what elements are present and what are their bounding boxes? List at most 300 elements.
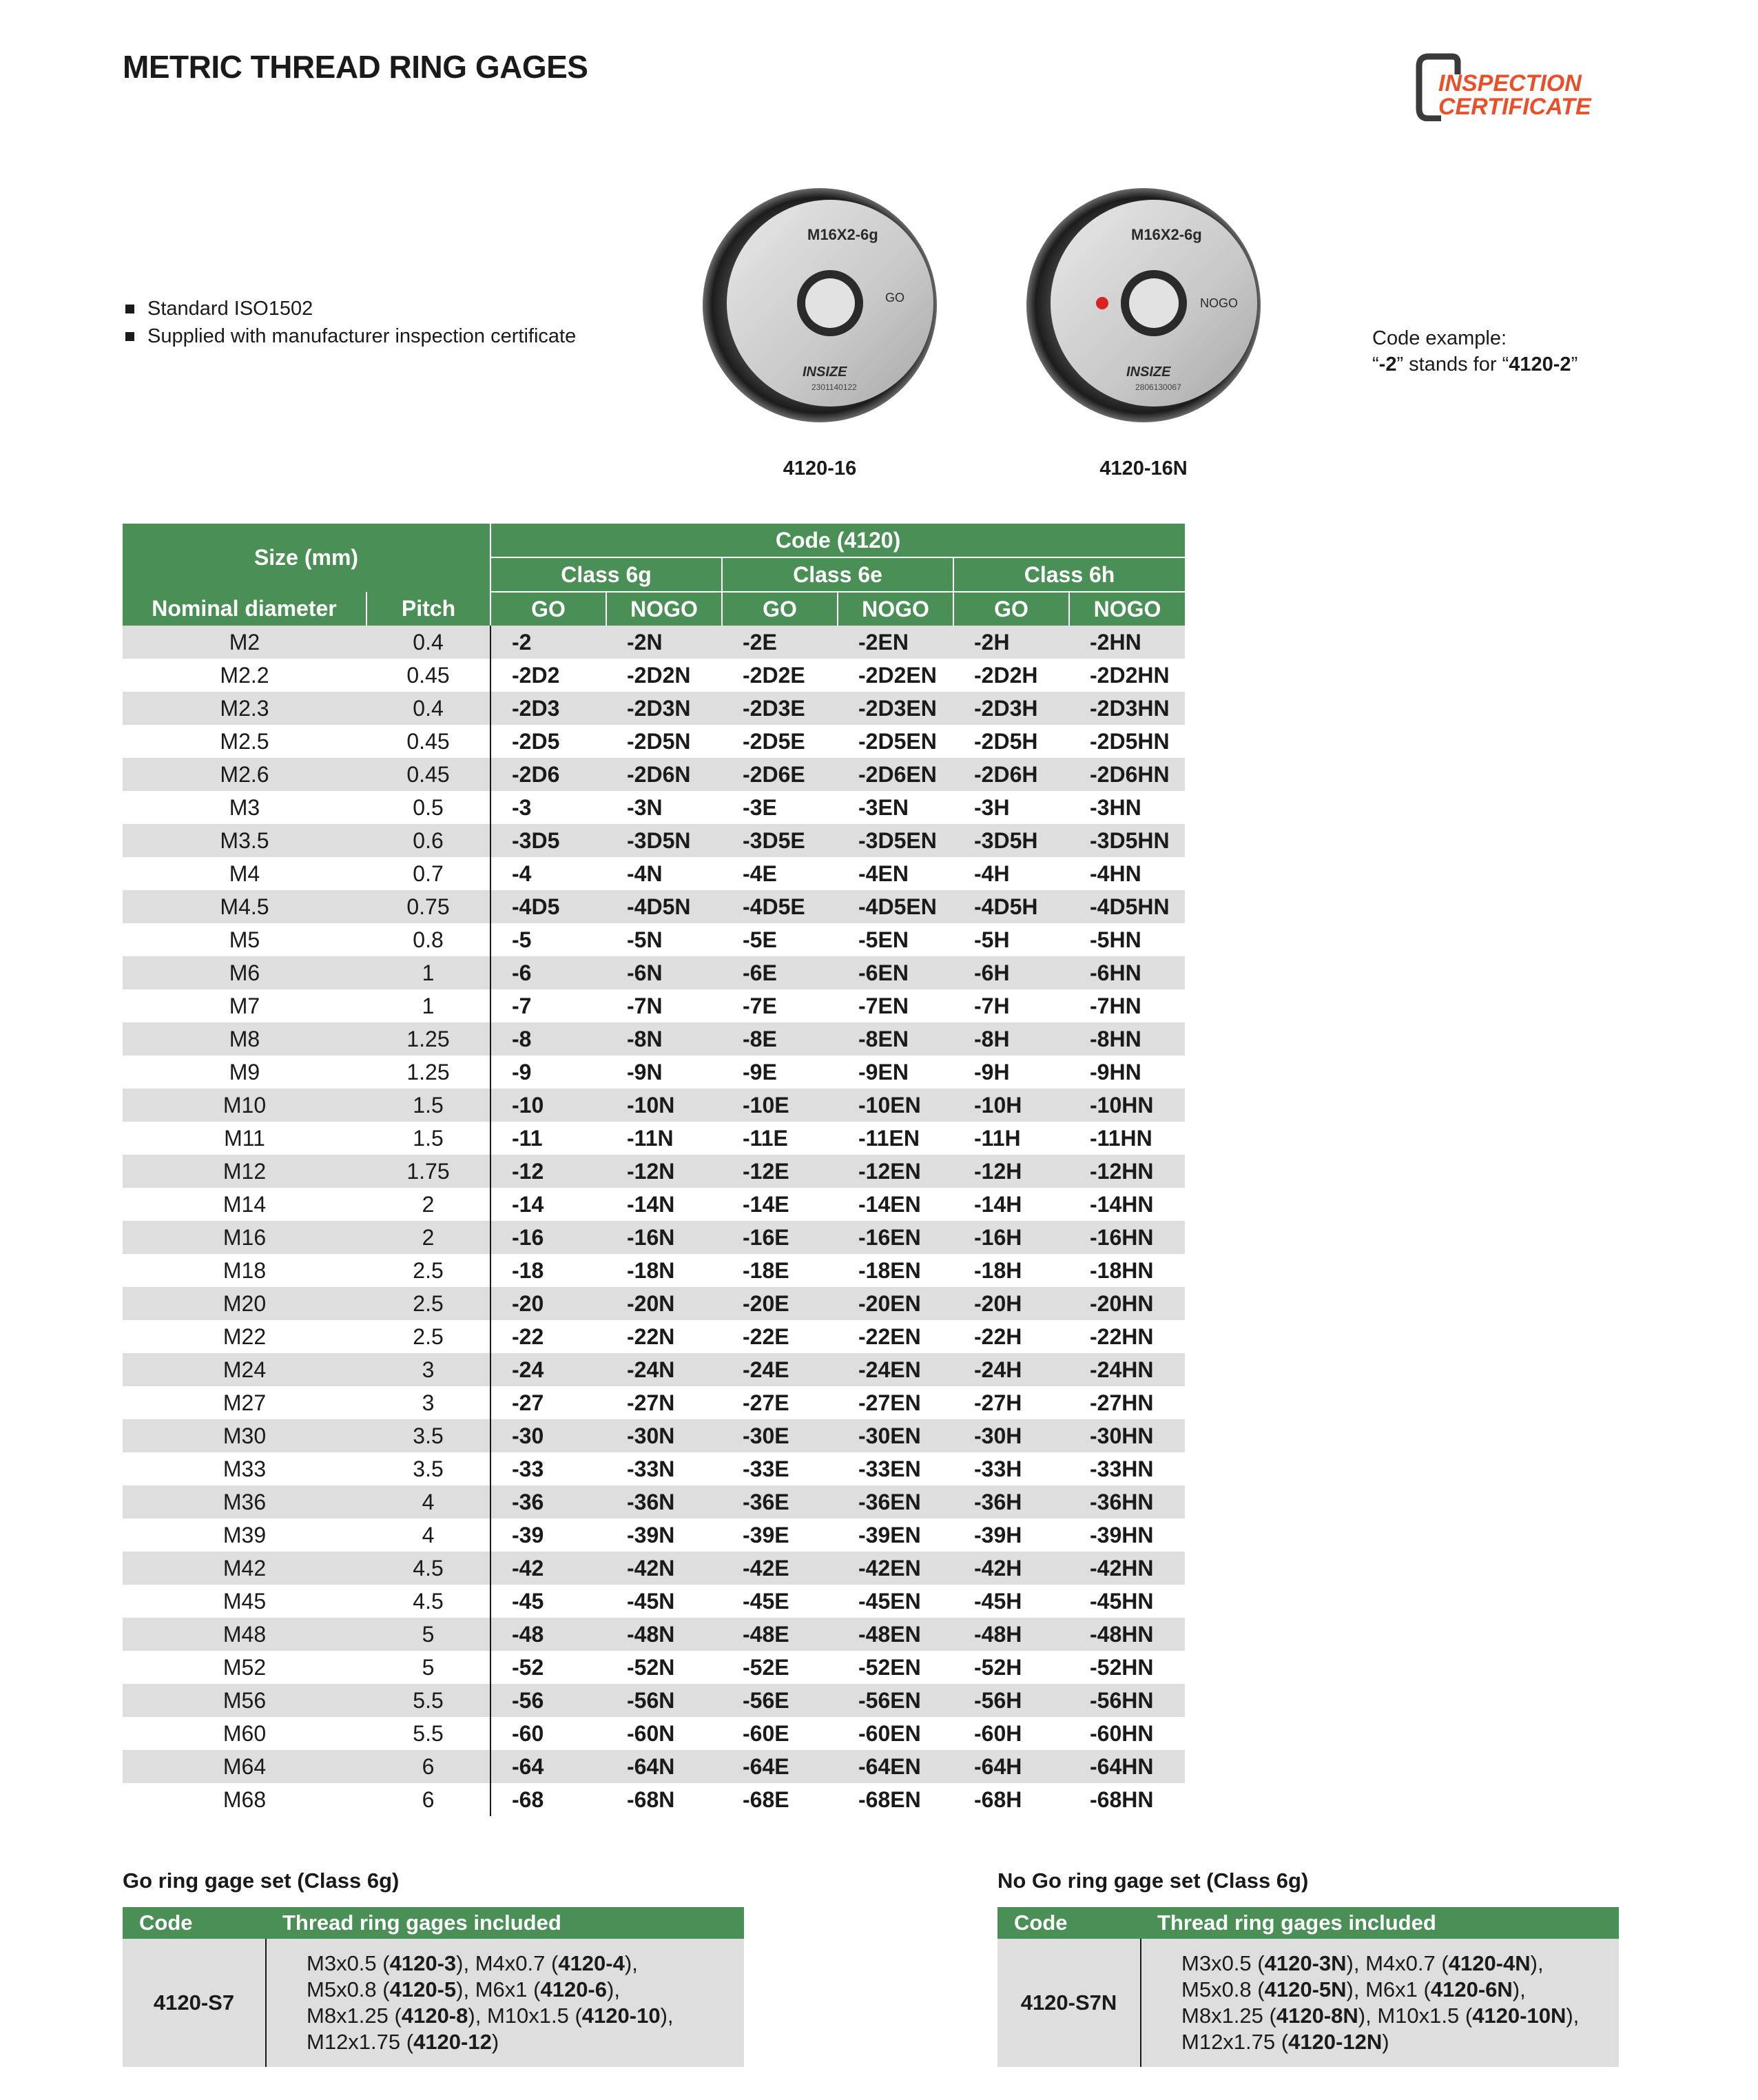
set-item-code: 4120-3 — [389, 1951, 457, 1975]
pitch-cell: 6 — [366, 1750, 490, 1783]
set-included-list — [1141, 1939, 1619, 2067]
go-code-cell: -48E — [722, 1618, 838, 1651]
set-code: 4120-S7N — [997, 1939, 1141, 2067]
set-code-header: Code — [997, 1907, 1141, 1939]
go-code-cell: -5H — [953, 923, 1069, 956]
ring-side-label: NOGO — [1200, 296, 1239, 310]
go-set-title: Go ring gage set (Class 6g) — [123, 1869, 400, 1893]
set-included-line: M3x0.5 (4120-3N), M4x0.7 (4120-4N), — [1181, 1951, 1544, 1975]
table-row — [123, 1783, 1185, 1816]
nogo-red-dot — [1096, 297, 1108, 309]
pitch-cell: 5 — [366, 1651, 490, 1684]
go-code-cell: -14H — [953, 1188, 1069, 1221]
size-header: Size (mm) — [123, 524, 490, 592]
ring-brand: INSIZE — [803, 364, 847, 380]
table-row — [123, 1684, 1185, 1717]
go-code-cell: -20 — [490, 1287, 606, 1320]
nogo-code-cell: -48N — [606, 1618, 722, 1651]
nogo-code-cell: -64HN — [1069, 1750, 1185, 1783]
go-code-cell: -52 — [490, 1651, 606, 1684]
nominal-diameter-cell: M39 — [123, 1519, 366, 1552]
go-code-cell: -68H — [953, 1783, 1069, 1816]
logo-line1: INSPECTION — [1438, 70, 1582, 96]
pitch-cell: 1.25 — [366, 1056, 490, 1089]
go-code-cell: -68 — [490, 1783, 606, 1816]
nominal-diameter-cell: M10 — [123, 1089, 366, 1122]
nogo-code-cell: -14N — [606, 1188, 722, 1221]
nogo-code-cell: -4HN — [1069, 857, 1185, 890]
set-item-size: M5x0.8 — [307, 1977, 377, 2001]
table-row — [123, 1353, 1185, 1386]
pitch-cell: 3.5 — [366, 1452, 490, 1485]
nominal-diameter-cell: M2.3 — [123, 692, 366, 725]
go-code-cell: -3H — [953, 791, 1069, 824]
go-code-cell: -4E — [722, 857, 838, 890]
nogo-code-cell: -2D3N — [606, 692, 722, 725]
nominal-diameter-cell: M48 — [123, 1618, 366, 1651]
nominal-diameter-cell: M52 — [123, 1651, 366, 1684]
pitch-cell: 0.4 — [366, 626, 490, 659]
pitch-cell: 1 — [366, 989, 490, 1022]
table-row — [123, 1320, 1185, 1353]
nogo-code-cell: -39EN — [838, 1519, 953, 1552]
nogo-code-cell: -9N — [606, 1056, 722, 1089]
nogo-code-cell: -16EN — [838, 1221, 953, 1254]
nominal-diameter-cell: M22 — [123, 1320, 366, 1353]
pitch-cell: 3 — [366, 1353, 490, 1386]
nogo-code-cell: -36N — [606, 1485, 722, 1519]
go-code-cell: -24 — [490, 1353, 606, 1386]
pitch-cell: 2 — [366, 1221, 490, 1254]
nogo-code-cell: -6EN — [838, 956, 953, 989]
go-code-cell: -56E — [722, 1684, 838, 1717]
nogo-code-cell: -11N — [606, 1122, 722, 1155]
pitch-cell: 1.5 — [366, 1089, 490, 1122]
pitch-cell: 2.5 — [366, 1320, 490, 1353]
pitch-cell: 3.5 — [366, 1419, 490, 1452]
set-item-size: M8x1.25 — [1181, 2004, 1263, 2028]
nominal-diameter-cell: M11 — [123, 1122, 366, 1155]
go-code-cell: -2D5E — [722, 725, 838, 758]
nominal-diameter-cell: M30 — [123, 1419, 366, 1452]
nogo-code-cell: -5HN — [1069, 923, 1185, 956]
go-code-cell: -2D6E — [722, 758, 838, 791]
pitch-cell: 2 — [366, 1188, 490, 1221]
nogo-code-cell: -27EN — [838, 1386, 953, 1419]
go-code-cell: -10 — [490, 1089, 606, 1122]
pitch-cell: 4.5 — [366, 1585, 490, 1618]
set-included-line: M8x1.25 (4120-8N), M10x1.5 (4120-10N), — [1181, 2004, 1580, 2028]
nogo-code-cell: -60EN — [838, 1717, 953, 1750]
nogo-code-cell: -48HN — [1069, 1618, 1185, 1651]
nominal-diameter-cell: M3.5 — [123, 824, 366, 857]
pitch-cell: 0.45 — [366, 659, 490, 692]
nogo-code-cell: -10HN — [1069, 1089, 1185, 1122]
go-set-table — [123, 1907, 744, 2067]
table-row — [123, 890, 1185, 923]
nogo-code-cell: -3N — [606, 791, 722, 824]
go-code-cell: -64 — [490, 1750, 606, 1783]
pitch-cell: 0.6 — [366, 824, 490, 857]
go-code-cell: -4D5E — [722, 890, 838, 923]
nogo-code-cell: -30HN — [1069, 1419, 1185, 1452]
pitch-cell: 5.5 — [366, 1717, 490, 1750]
nogo-code-cell: -18HN — [1069, 1254, 1185, 1287]
nogo-code-cell: -14EN — [838, 1188, 953, 1221]
nogo-set-title: No Go ring gage set (Class 6g) — [997, 1869, 1309, 1893]
nogo-code-cell: -33N — [606, 1452, 722, 1485]
nominal-diameter-cell: M3 — [123, 791, 366, 824]
go-code-cell: -11 — [490, 1122, 606, 1155]
nominal-diameter-cell: M20 — [123, 1287, 366, 1320]
table-row — [123, 692, 1185, 725]
go-code-cell: -36 — [490, 1485, 606, 1519]
nogo-code-cell: -10EN — [838, 1089, 953, 1122]
go-code-cell: -39H — [953, 1519, 1069, 1552]
go-code-cell: -9 — [490, 1056, 606, 1089]
nogo-code-cell: -39HN — [1069, 1519, 1185, 1552]
nominal-diameter-cell: M12 — [123, 1155, 366, 1188]
feature-item: Supplied with manufacturer inspection certificate — [124, 322, 576, 350]
go-code-cell: -11H — [953, 1122, 1069, 1155]
pitch-cell: 0.5 — [366, 791, 490, 824]
nogo-code-cell: -42HN — [1069, 1552, 1185, 1585]
nogo-code-cell: -3D5HN — [1069, 824, 1185, 857]
go-code-cell: -12E — [722, 1155, 838, 1188]
set-item-size: M4x0.7 — [1365, 1951, 1436, 1975]
go-code-cell: -2E — [722, 626, 838, 659]
product-go-ring — [696, 185, 944, 480]
nominal-diameter-cell: M36 — [123, 1485, 366, 1519]
nogo-code-cell: -2D3EN — [838, 692, 953, 725]
pitch-cell: 1 — [366, 956, 490, 989]
nominal-diameter-cell: M42 — [123, 1552, 366, 1585]
table-row — [123, 1287, 1185, 1320]
go-code-cell: -39E — [722, 1519, 838, 1552]
nominal-diameter-cell: M68 — [123, 1783, 366, 1816]
pitch-cell: 2.5 — [366, 1287, 490, 1320]
table-row — [123, 1386, 1185, 1419]
nogo-ring-gage-image — [1020, 185, 1268, 426]
go-code-cell: -7 — [490, 989, 606, 1022]
nogo-code-cell: -24N — [606, 1353, 722, 1386]
nogo-code-cell: -12EN — [838, 1155, 953, 1188]
table-row — [123, 1585, 1185, 1618]
go-code-cell: -16E — [722, 1221, 838, 1254]
go-code-cell: -45H — [953, 1585, 1069, 1618]
table-row — [123, 1221, 1185, 1254]
nogo-code-cell: -22HN — [1069, 1320, 1185, 1353]
ring-serial: 2806130067 — [1135, 382, 1181, 392]
nominal-diameter-cell: M27 — [123, 1386, 366, 1419]
go-code-cell: -18 — [490, 1254, 606, 1287]
go-code-cell: -12 — [490, 1155, 606, 1188]
table-row — [123, 1750, 1185, 1783]
go-code-cell: -36E — [722, 1485, 838, 1519]
nogo-code-cell: -2EN — [838, 626, 953, 659]
class-6e-header: Class 6e — [722, 557, 953, 592]
go-code-cell: -20H — [953, 1287, 1069, 1320]
pitch-cell: 4 — [366, 1485, 490, 1519]
nominal-diameter-cell: M9 — [123, 1056, 366, 1089]
nogo-code-cell: -5N — [606, 923, 722, 956]
pitch-cell: 0.7 — [366, 857, 490, 890]
go-code-cell: -2D6H — [953, 758, 1069, 791]
nogo-code-cell: -30EN — [838, 1419, 953, 1452]
go-code-cell: -60E — [722, 1717, 838, 1750]
nogo-code-cell: -14HN — [1069, 1188, 1185, 1221]
nominal-diameter-cell: M2.6 — [123, 758, 366, 791]
go-code-cell: -56H — [953, 1684, 1069, 1717]
go-code-cell: -18E — [722, 1254, 838, 1287]
table-row — [123, 1618, 1185, 1651]
set-item-code: 4120-12 — [413, 2030, 492, 2054]
go-code-cell: -4 — [490, 857, 606, 890]
go-code-cell: -16H — [953, 1221, 1069, 1254]
nogo-code-cell: -8N — [606, 1022, 722, 1056]
set-item-code: 4120-12N — [1288, 2030, 1383, 2054]
nominal-diameter-cell: M6 — [123, 956, 366, 989]
set-included-line: M12x1.75 (4120-12N) — [1181, 2030, 1389, 2054]
go-code-cell: -60H — [953, 1717, 1069, 1750]
feature-item: Standard ISO1502 — [124, 295, 576, 322]
nogo-code-cell: -2D5N — [606, 725, 722, 758]
table-row — [123, 1452, 1185, 1485]
go-code-cell: -52H — [953, 1651, 1069, 1684]
go-code-cell: -2D5 — [490, 725, 606, 758]
nogo-code-cell: -16N — [606, 1221, 722, 1254]
nogo-code-cell: -8EN — [838, 1022, 953, 1056]
code-example-note: Code example: “-2” stands for “4120-2” — [1372, 327, 1578, 375]
go-code-cell: -24H — [953, 1353, 1069, 1386]
go-code-cell: -6H — [953, 956, 1069, 989]
product-nogo-ring — [1020, 185, 1268, 480]
go-code-cell: -48H — [953, 1618, 1069, 1651]
go-code-cell: -4H — [953, 857, 1069, 890]
nogo-code-cell: -2N — [606, 626, 722, 659]
pitch-cell: 1.5 — [366, 1122, 490, 1155]
set-included-line: M5x0.8 (4120-5), M6x1 (4120-6), — [307, 1977, 620, 2001]
set-item-code: 4120-4N — [1448, 1951, 1531, 1975]
go-header: GO — [722, 592, 838, 626]
nogo-code-cell: -2D2HN — [1069, 659, 1185, 692]
table-row — [123, 857, 1185, 890]
nogo-code-cell: -11HN — [1069, 1122, 1185, 1155]
nogo-code-cell: -52EN — [838, 1651, 953, 1684]
table-row — [123, 791, 1185, 824]
nogo-code-cell: -16HN — [1069, 1221, 1185, 1254]
go-code-cell: -11E — [722, 1122, 838, 1155]
nogo-header: NOGO — [1069, 592, 1185, 626]
set-item-code: 4120-6N — [1430, 1977, 1513, 2001]
nogo-code-cell: -18EN — [838, 1254, 953, 1287]
go-code-cell: -2D2 — [490, 659, 606, 692]
pitch-cell: 0.8 — [366, 923, 490, 956]
go-code-cell: -64H — [953, 1750, 1069, 1783]
nogo-code-cell: -12HN — [1069, 1155, 1185, 1188]
nogo-code-cell: -33EN — [838, 1452, 953, 1485]
nogo-header: NOGO — [838, 592, 953, 626]
nogo-code-cell: -36EN — [838, 1485, 953, 1519]
inspection-certificate-logo — [1414, 52, 1620, 121]
nogo-code-cell: -42EN — [838, 1552, 953, 1585]
nogo-code-cell: -11EN — [838, 1122, 953, 1155]
set-included-header: Thread ring gages included — [1141, 1907, 1619, 1939]
nogo-code-cell: -33HN — [1069, 1452, 1185, 1485]
go-header: GO — [490, 592, 606, 626]
set-item-size: M6x1 — [1365, 1977, 1418, 2001]
go-code-cell: -5E — [722, 923, 838, 956]
nogo-code-cell: -3EN — [838, 791, 953, 824]
ring-marking: M16X2-6g — [1131, 226, 1202, 243]
nogo-code-cell: -27HN — [1069, 1386, 1185, 1419]
set-item-size: M12x1.75 — [307, 2030, 401, 2054]
go-code-cell: -36H — [953, 1485, 1069, 1519]
table-row — [123, 1022, 1185, 1056]
set-included-line: M5x0.8 (4120-5N), M6x1 (4120-6N), — [1181, 1977, 1526, 2001]
nominal-diameter-cell: M4.5 — [123, 890, 366, 923]
pitch-cell: 0.4 — [366, 692, 490, 725]
bullet-square-icon — [125, 332, 134, 341]
go-code-cell: -45E — [722, 1585, 838, 1618]
nogo-code-cell: -68N — [606, 1783, 722, 1816]
nogo-code-cell: -3HN — [1069, 791, 1185, 824]
nogo-code-cell: -2D6EN — [838, 758, 953, 791]
nogo-code-cell: -24HN — [1069, 1353, 1185, 1386]
nogo-code-cell: -2D5HN — [1069, 725, 1185, 758]
set-item-code: 4120-8 — [401, 2004, 468, 2028]
set-item-size: M8x1.25 — [307, 2004, 389, 2028]
set-item-size: M6x1 — [475, 1977, 528, 2001]
go-code-cell: -18H — [953, 1254, 1069, 1287]
gage-code-table — [123, 524, 1185, 1816]
set-item-code: 4120-6 — [540, 1977, 607, 2001]
go-code-cell: -14 — [490, 1188, 606, 1221]
nogo-code-cell: -39N — [606, 1519, 722, 1552]
go-code-cell: -9H — [953, 1056, 1069, 1089]
table-row — [123, 1485, 1185, 1519]
nogo-code-cell: -4EN — [838, 857, 953, 890]
go-code-cell: -56 — [490, 1684, 606, 1717]
pitch-cell: 0.45 — [366, 758, 490, 791]
table-row — [123, 1419, 1185, 1452]
pitch-header: Pitch — [366, 592, 490, 626]
go-code-cell: -4D5 — [490, 890, 606, 923]
set-item-size: M4x0.7 — [475, 1951, 546, 1975]
go-code-cell: -3D5E — [722, 824, 838, 857]
table-row — [123, 725, 1185, 758]
nominal-diameter-cell: M2 — [123, 626, 366, 659]
product-code: 4120-16 — [783, 457, 857, 480]
set-item-code: 4120-4 — [558, 1951, 625, 1975]
nogo-code-cell: -5EN — [838, 923, 953, 956]
nominal-diameter-cell: M16 — [123, 1221, 366, 1254]
set-included-line: M8x1.25 (4120-8), M10x1.5 (4120-10), — [307, 2004, 674, 2028]
nogo-code-cell: -2D2EN — [838, 659, 953, 692]
nogo-code-cell: -4N — [606, 857, 722, 890]
pitch-cell: 6 — [366, 1783, 490, 1816]
go-code-cell: -33H — [953, 1452, 1069, 1485]
go-code-cell: -2D3E — [722, 692, 838, 725]
go-code-cell: -42E — [722, 1552, 838, 1585]
table-row — [123, 1717, 1185, 1750]
go-code-cell: -2D3H — [953, 692, 1069, 725]
go-code-cell: -5 — [490, 923, 606, 956]
go-code-cell: -2D3 — [490, 692, 606, 725]
nogo-code-cell: -10N — [606, 1089, 722, 1122]
go-code-cell: -68E — [722, 1783, 838, 1816]
set-item-code: 4120-10N — [1472, 2004, 1566, 2028]
set-included-line: M3x0.5 (4120-3), M4x0.7 (4120-4), — [307, 1951, 638, 1975]
nogo-code-cell: -4D5N — [606, 890, 722, 923]
go-code-cell: -30E — [722, 1419, 838, 1452]
go-code-cell: -8E — [722, 1022, 838, 1056]
set-item-code: 4120-5 — [389, 1977, 457, 2001]
nogo-code-cell: -18N — [606, 1254, 722, 1287]
set-included-header: Thread ring gages included — [266, 1907, 744, 1939]
go-code-cell: -52E — [722, 1651, 838, 1684]
set-code-header: Code — [123, 1907, 266, 1939]
set-included-line: M12x1.75 (4120-12) — [307, 2030, 499, 2054]
go-code-cell: -22H — [953, 1320, 1069, 1353]
nogo-code-cell: -6N — [606, 956, 722, 989]
bullet-square-icon — [125, 305, 134, 313]
nogo-code-cell: -2D6HN — [1069, 758, 1185, 791]
go-code-cell: -9E — [722, 1056, 838, 1089]
ring-marking: M16X2-6g — [807, 226, 878, 243]
nogo-code-cell: -9HN — [1069, 1056, 1185, 1089]
pitch-cell: 4 — [366, 1519, 490, 1552]
nominal-diameter-cell: M4 — [123, 857, 366, 890]
pitch-cell: 0.45 — [366, 725, 490, 758]
pitch-cell: 0.75 — [366, 890, 490, 923]
go-code-cell: -30 — [490, 1419, 606, 1452]
set-item-size: M3x0.5 — [1181, 1951, 1252, 1975]
go-code-cell: -42 — [490, 1552, 606, 1585]
go-code-cell: -2D2H — [953, 659, 1069, 692]
code-header: Code (4120) — [490, 524, 1185, 557]
go-code-cell: -4D5H — [953, 890, 1069, 923]
table-row — [123, 1651, 1185, 1684]
table-row — [123, 1552, 1185, 1585]
go-code-cell: -33E — [722, 1452, 838, 1485]
go-code-cell: -45 — [490, 1585, 606, 1618]
ring-brand: INSIZE — [1126, 364, 1171, 380]
go-code-cell: -60 — [490, 1717, 606, 1750]
nominal-diameter-cell: M64 — [123, 1750, 366, 1783]
feature-list — [124, 295, 576, 350]
set-item-code: 4120-3N — [1264, 1951, 1347, 1975]
nominal-diameter-cell: M18 — [123, 1254, 366, 1287]
nominal-diameter-cell: M7 — [123, 989, 366, 1022]
nominal-diameter-cell: M8 — [123, 1022, 366, 1056]
nogo-code-cell: -56HN — [1069, 1684, 1185, 1717]
pitch-cell: 5.5 — [366, 1684, 490, 1717]
go-code-cell: -24E — [722, 1353, 838, 1386]
table-row — [123, 1089, 1185, 1122]
go-code-cell: -6E — [722, 956, 838, 989]
go-code-cell: -22E — [722, 1320, 838, 1353]
nogo-set-table — [997, 1907, 1619, 2067]
go-code-cell: -48 — [490, 1618, 606, 1651]
go-code-cell: -33 — [490, 1452, 606, 1485]
nogo-code-cell: -56EN — [838, 1684, 953, 1717]
nogo-code-cell: -27N — [606, 1386, 722, 1419]
go-code-cell: -14E — [722, 1188, 838, 1221]
set-item-size: M3x0.5 — [307, 1951, 377, 1975]
nogo-code-cell: -7EN — [838, 989, 953, 1022]
go-code-cell: -42H — [953, 1552, 1069, 1585]
